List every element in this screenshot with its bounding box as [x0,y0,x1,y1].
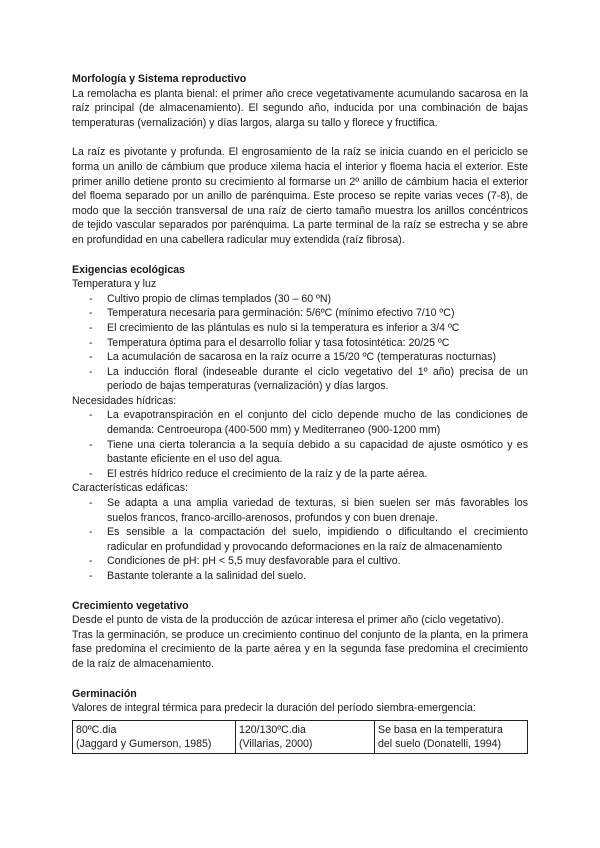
subheading-edaficas: Características edáficas: [72,482,188,495]
list-item: - El estrés hídrico reduce el crecimiento de la raíz y de la parte aérea. [89,467,428,480]
subheading-temperatura: Temperatura y luz [72,278,157,291]
list-item: - La acumulación de sacarosa en la raíz ocurre a 15/20 ºC (temperaturas nocturnas) [89,351,496,364]
germinacion-intro: Valores de integral térmica para predecir la duración del período siembra-emergencia: [72,702,476,715]
list-temperatura [72,292,528,394]
integral-termica-table [72,720,528,754]
list-hidricas [72,408,528,481]
list-item: - Cultivo propio de climas templados (30 – 60 ºN) [89,292,332,305]
paragraph-fases: Tras la germinación, se produce un crecimiento continuo del conjunto de la planta, en la primera fase predomina el crecimiento de la parte aérea y en la segunda fase predomina el crecimiento de la raíz de almacenamiento. [72,628,528,670]
list-item: - La evapotranspiración en el conjunto del ciclo depende mucho de las condiciones de demanda: Centroeuropa (400-500 mm) y Mediterraneo (900-1200 mm) [89,409,528,437]
list-item: - Se adapta a una amplia variedad de texturas, si bien suelen ser más favorables los suelos francos, franco-arcillo-arenosos, profundos y con buen drenaje. [89,497,528,524]
paragraph-bienal: La remolacha es planta bienal: el primer año crece vegetativamente acumulando sacarosa en la raíz principal (de almacenamiento). El segundo año, inducida por una combinación de bajas temperaturas (vernalización) y días largos, alarga su tallo y florece y fructifica. [72,87,528,129]
table-cell: Se basa en la temperatura del suelo (Donatelli, 1994) [375,720,528,753]
list-item: - La inducción floral (indeseable durante el ciclo vegetativo del 1º año) precisa de un periodo de bajas temperaturas (vernalización) y días largos. [89,365,528,393]
subheading-hidricas: Necesidades hídricas: [72,394,177,407]
table-row [73,720,528,753]
section-heading-germinacion: Germinación [72,687,137,700]
list-edaficas [72,496,528,584]
list-item: - Tiene una cierta tolerancia a la sequía debido a su capacidad de ajuste osmótico y es bastante eficiente en el uso del agua. [89,438,528,466]
table-cell: 120/130ºC.dia (Villarias, 2000) [236,720,375,753]
list-item: - Bastante tolerante a la salinidad del suelo. [89,570,307,582]
paragraph-azucar: Desde el punto de vista de la producción de azúcar interesa el primer año (ciclo vegetativo). [72,614,504,627]
section-heading-morfologia: Morfología y Sistema reproductivo [72,73,247,85]
list-item: - El crecimiento de las plántulas es nulo si la temperatura es inferior a 3/4 ºC [89,321,460,334]
list-item: - Temperatura óptima para el desarrollo foliar y tasa fotosintética: 20/25 ºC [89,336,450,349]
section-heading-exigencias: Exigencias ecológicas [72,263,186,276]
section-heading-crecimiento: Crecimiento vegetativo [72,599,189,612]
list-item: - Temperatura necesaria para germinación: 5/6ºC (mínimo efectivo 7/10 ºC) [89,307,455,320]
list-item: - Es sensible a la compactación del suelo, impidiendo o dificultando el crecimiento radicular en profundidad y provocando deformaciones en la raíz de almacenamiento [89,526,528,553]
list-item: - Condiciones de pH: pH < 5,5 muy desfavorable para el cultivo. [89,555,401,568]
table-cell: 80ºC.dia (Jaggard y Gumerson, 1985) [73,720,236,753]
paragraph-raiz: La raíz es pivotante y profunda. El engrosamiento de la raíz se inicia cuando en el periciclo se forma un anillo de cámbium que produce xilema hacia el interior y floema hacia el exterior. Este primer anillo detiene pronto su crecimiento al formarse un 2º anillo de cámbium hacia el exterior del floema separado por un anillo de parénquima. Este proceso se repite varias veces (7-8), de modo que la sección transversal de una raíz de cierto tamaño muestra los anillos concéntricos de tejido vascular separados por parénquima. La parte terminal de la raíz se estrecha y se abre en profundidad en una cabellera radicular muy extendida (raíz fibrosa). [72,146,528,246]
